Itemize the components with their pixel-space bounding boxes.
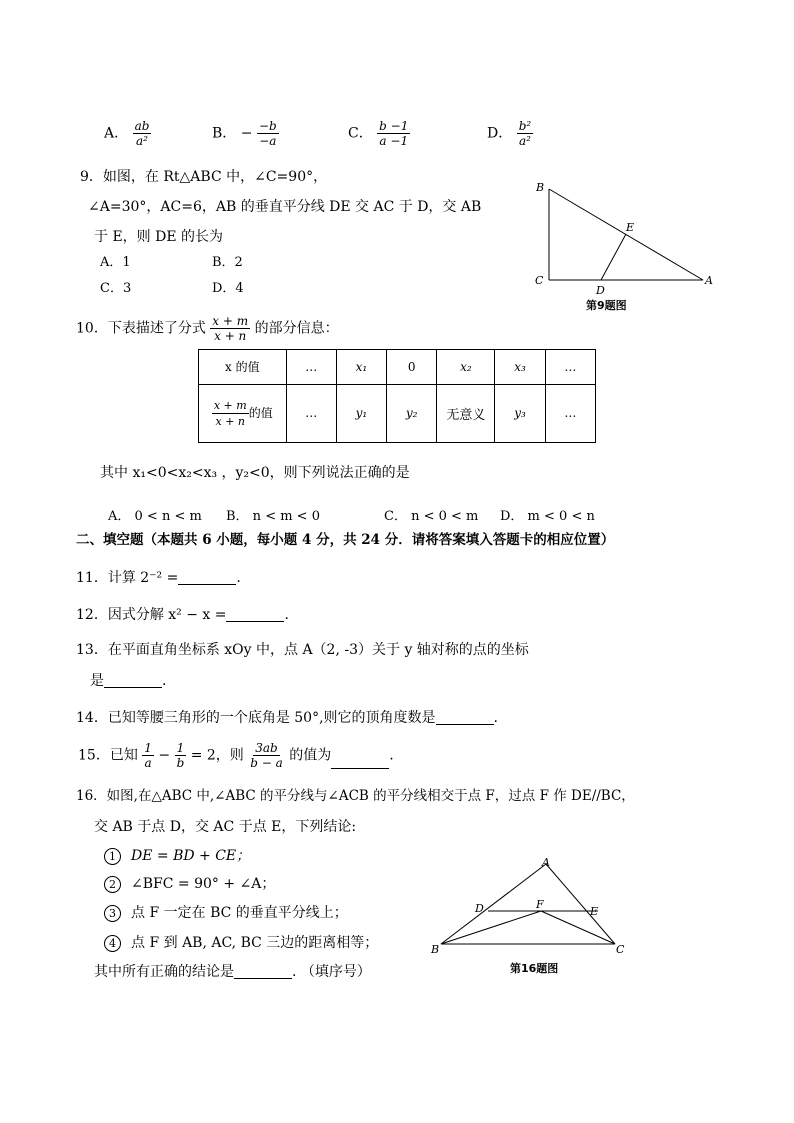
circled-number: 2 bbox=[104, 876, 121, 893]
q10-prefix: 10．下表描述了分式 bbox=[76, 320, 206, 337]
option-label: D． bbox=[487, 125, 513, 142]
q16-figure-caption: 第16题图 bbox=[510, 962, 559, 975]
q12 bbox=[76, 607, 289, 622]
table-cell: … bbox=[286, 384, 336, 442]
row-head-suffix: 的值 bbox=[248, 405, 273, 420]
label-a: A bbox=[705, 274, 713, 287]
q10-option-c: C． n < 0 < m bbox=[384, 509, 479, 524]
fraction bbox=[212, 399, 249, 428]
conclusion-text: 其中所有正确的结论是 bbox=[94, 964, 234, 980]
minus-sign: − bbox=[158, 747, 171, 764]
table-cell: 无意义 bbox=[437, 384, 495, 442]
q16-item-3 bbox=[104, 905, 348, 922]
denominator: a −1 bbox=[379, 134, 409, 148]
label-b: B bbox=[536, 181, 545, 194]
answer-blank bbox=[331, 754, 389, 769]
q10-condition: 其中 x₁<0<x₂<x₃ ，y₂<0，则下列说法正确的是 bbox=[100, 465, 410, 481]
side-ac bbox=[546, 864, 615, 944]
denominator: x + n bbox=[215, 414, 246, 428]
q16-item-2 bbox=[104, 876, 275, 893]
q15-end: . bbox=[389, 747, 394, 764]
q9-line3: 于 E，则 DE 的长为 bbox=[94, 229, 224, 245]
q15-eq: = 2，则 bbox=[190, 747, 244, 764]
table-cell: … bbox=[545, 384, 595, 442]
table-row bbox=[199, 384, 596, 442]
q15-prefix: 15．已知 bbox=[78, 747, 138, 764]
q16-conclusion bbox=[94, 964, 371, 979]
label-f: F bbox=[536, 898, 544, 911]
fraction bbox=[377, 120, 410, 147]
numerator: 1 bbox=[176, 741, 185, 755]
numerator: b −1 bbox=[379, 119, 409, 133]
table-cell: 0 bbox=[387, 350, 437, 385]
q12-end: . bbox=[284, 607, 289, 623]
conclusion-end: . （填序号） bbox=[292, 964, 371, 980]
option-label: B． bbox=[212, 125, 237, 142]
q13-line2 bbox=[90, 673, 166, 688]
q10-option-a: A． 0 < n < m bbox=[108, 509, 202, 524]
denominator: a² bbox=[518, 134, 531, 148]
denominator: −a bbox=[259, 134, 277, 148]
numerator: x + m bbox=[213, 398, 247, 412]
circled-number: 4 bbox=[104, 935, 121, 952]
answer-blank bbox=[104, 673, 162, 688]
table-cell: y₁ bbox=[336, 384, 386, 442]
q10-table bbox=[198, 349, 596, 443]
q10-option-b: B． n < m < 0 bbox=[226, 509, 320, 524]
table-cell: x 的值 bbox=[199, 350, 287, 385]
denominator: b bbox=[176, 756, 185, 770]
q13-end: . bbox=[162, 673, 167, 689]
q11 bbox=[76, 570, 241, 585]
table-cell: x₁ bbox=[336, 350, 386, 385]
q15-suffix: 的值为 bbox=[289, 747, 332, 764]
label-d: D bbox=[475, 902, 484, 915]
numerator: −b bbox=[258, 119, 277, 133]
denominator: a bbox=[144, 756, 152, 770]
q14-text: 14．已知等腰三角形的一个底角是 50°,则它的顶角度数是 bbox=[76, 710, 436, 726]
numerator: ab bbox=[134, 119, 150, 133]
fraction bbox=[248, 742, 285, 769]
label-c: C bbox=[535, 274, 544, 287]
q8-option-a bbox=[104, 120, 151, 147]
label-e: E bbox=[626, 221, 635, 234]
q14-end: . bbox=[493, 710, 498, 726]
circled-number: 3 bbox=[104, 905, 121, 922]
fraction bbox=[133, 120, 152, 147]
numerator: b² bbox=[518, 119, 532, 133]
fraction bbox=[257, 120, 279, 147]
segment-fc bbox=[541, 911, 615, 944]
numerator: 1 bbox=[144, 741, 152, 755]
table-cell: y₃ bbox=[495, 384, 545, 442]
denominator: x + n bbox=[214, 329, 247, 343]
table-cell: … bbox=[286, 350, 336, 385]
label-b: B bbox=[431, 943, 440, 956]
table-cell: x₃ bbox=[495, 350, 545, 385]
item-text: DE = BD + CE； bbox=[131, 848, 251, 864]
option-label: A． bbox=[104, 125, 129, 142]
q16-item-4 bbox=[104, 935, 378, 952]
circled-number: 1 bbox=[104, 848, 121, 865]
answer-blank bbox=[226, 607, 284, 622]
side-ab bbox=[441, 864, 546, 944]
section2-title: 二、填空题（本题共 6 小题，每小题 4 分，共 24 分．请将答案填入答题卡的相应位置） bbox=[76, 532, 615, 548]
q8-option-c bbox=[348, 120, 410, 147]
q12-text: 12．因式分解 x² − x = bbox=[76, 607, 227, 623]
numerator: 3ab bbox=[255, 741, 278, 755]
q11-text: 11．计算 2⁻² = bbox=[76, 570, 179, 586]
answer-blank bbox=[234, 964, 292, 979]
answer-blank bbox=[436, 710, 494, 725]
denominator: b − a bbox=[250, 756, 283, 770]
table-row bbox=[199, 350, 596, 385]
fraction bbox=[142, 742, 154, 769]
fraction bbox=[517, 120, 534, 147]
label-e: E bbox=[590, 905, 599, 918]
q9-option-d: D．4 bbox=[212, 281, 244, 296]
item-text: 点 F 到 AB, AC, BC 三边的距离相等； bbox=[131, 935, 379, 951]
option-label: C． bbox=[348, 125, 373, 142]
q16-line1: 16．如图,在△ABC 中,∠ABC 的平分线与∠ACB 的平分线相交于点 F，过点 F 作 DE//BC， bbox=[76, 788, 635, 804]
label-d: D bbox=[596, 284, 605, 297]
q9-line2: ∠A=30°，AC=6，AB 的垂直平分线 DE 交 AC 于 D，交 AB bbox=[88, 199, 482, 215]
segment-de bbox=[601, 234, 626, 280]
q10-suffix: 的部分信息： bbox=[254, 320, 339, 337]
q8-option-b bbox=[212, 120, 279, 147]
q10-stem bbox=[76, 315, 339, 342]
q16-triangle-figure bbox=[425, 850, 635, 980]
denominator: a² bbox=[136, 134, 148, 148]
q9-figure-caption: 第9题图 bbox=[586, 299, 627, 312]
q15 bbox=[78, 742, 394, 769]
q9-option-a: A．1 bbox=[100, 255, 131, 270]
label-c: C bbox=[616, 943, 625, 956]
numerator: x + m bbox=[212, 314, 249, 328]
q9-line1: 9．如图，在 Rt△ABC 中，∠C=90°， bbox=[80, 169, 328, 185]
q16-item-1 bbox=[104, 848, 250, 865]
fraction bbox=[210, 315, 250, 342]
item-text: 点 F 一定在 BC 的垂直平分线上； bbox=[131, 905, 348, 921]
q13-line1: 13．在平面直角坐标系 xOy 中，点 A（2, -3）关于 y 轴对称的点的坐标 bbox=[76, 642, 529, 658]
q9-triangle-figure bbox=[525, 175, 725, 315]
q10-option-d: D． m < 0 < n bbox=[500, 509, 595, 524]
q8-option-d bbox=[487, 120, 533, 147]
q9-option-b: B．2 bbox=[212, 255, 243, 270]
label-a: A bbox=[542, 856, 550, 869]
table-cell: x₂ bbox=[437, 350, 495, 385]
q14 bbox=[76, 710, 498, 725]
q16-line2: 交 AB 于点 D，交 AC 于点 E，下列结论: bbox=[94, 819, 357, 835]
table-cell: y₂ bbox=[387, 384, 437, 442]
table-cell: … bbox=[545, 350, 595, 385]
segment-bf bbox=[441, 911, 541, 944]
q9-option-c: C．3 bbox=[100, 281, 132, 296]
q13-text: 是 bbox=[90, 673, 104, 689]
q11-end: . bbox=[236, 570, 241, 586]
minus-sign: − bbox=[240, 125, 253, 142]
fraction bbox=[175, 742, 187, 769]
table-cell bbox=[199, 384, 287, 442]
answer-blank bbox=[178, 570, 236, 585]
item-text: ∠BFC = 90° + ∠A； bbox=[131, 876, 276, 892]
